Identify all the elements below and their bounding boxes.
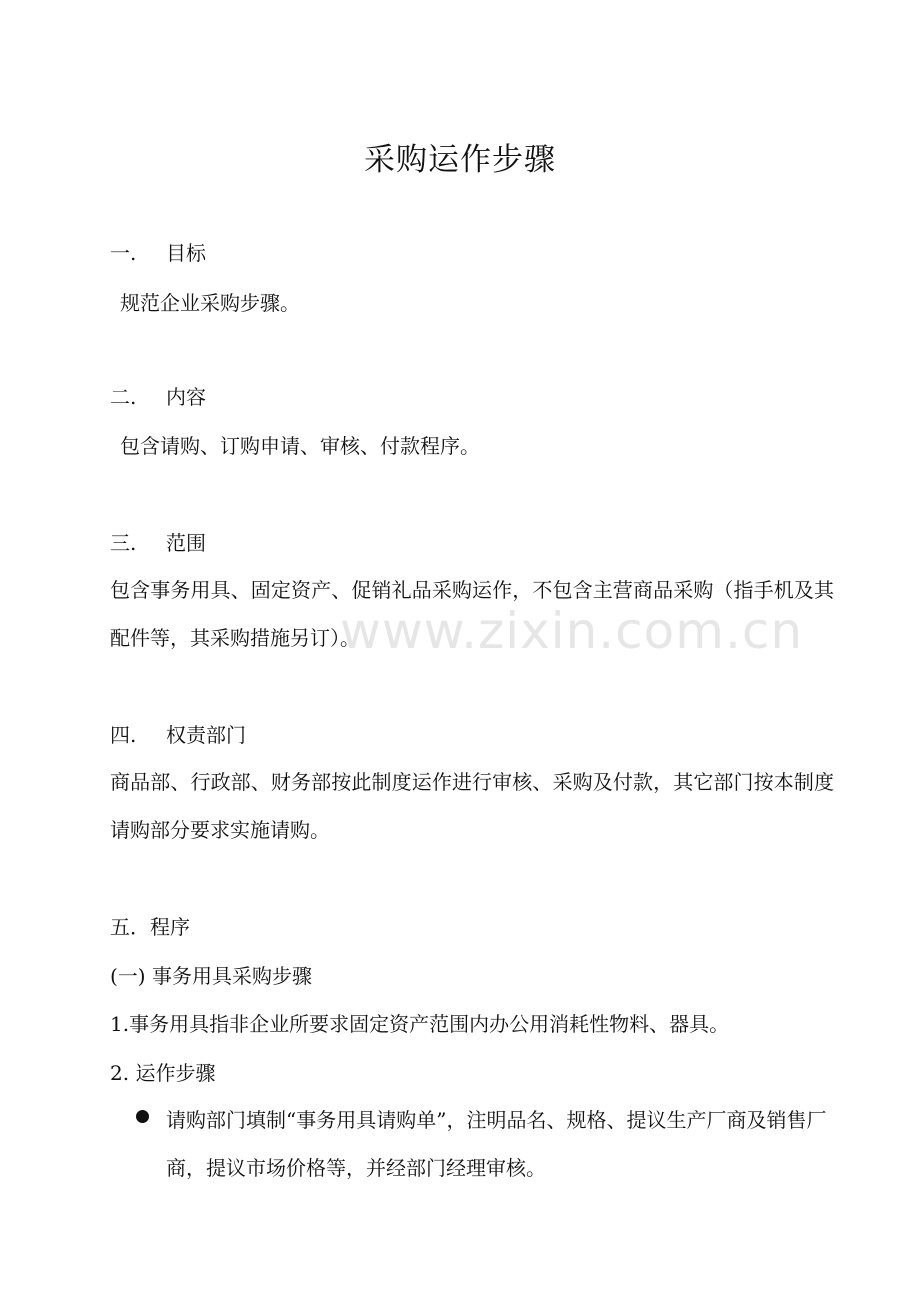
section-5-heading: 五．程序 xyxy=(110,915,190,939)
program-bullet-1 xyxy=(166,1096,834,1192)
section-3-heading xyxy=(110,531,834,555)
watermark: www.zixin.com.cn xyxy=(340,602,804,660)
section-4-number: 四. xyxy=(110,723,137,747)
program-bullet-1-text: 请购部门填制“事务用具请购单”，注明品名、规格、提议生产厂商及销售厂商，提议市场价格等，并经部门经理审核。 xyxy=(166,1108,827,1180)
section-4-title: 权责部门 xyxy=(166,723,246,747)
program-item-1: 1.事务用具指非企业所要求固定资产范围内办公用消耗性物料、器具。 xyxy=(110,1012,730,1036)
section-2-title: 内容 xyxy=(166,385,206,409)
section-2-number: 二. xyxy=(110,385,137,409)
section-3-title: 范围 xyxy=(166,531,206,555)
section-4-heading xyxy=(110,723,834,747)
section-1-title: 目标 xyxy=(166,241,206,265)
section-1-number: 一. xyxy=(110,241,137,265)
bullet-dot-icon xyxy=(136,1110,149,1123)
section-3-body: 包含事务用具、固定资产、促销礼品采购运作，不包含主营商品采购（指手机及其配件等，其采购措施另订）。 xyxy=(110,578,834,650)
section-3-number: 三. xyxy=(110,531,137,555)
section-1-body: 规范企业采购步骤。 xyxy=(120,291,300,315)
section-2-body: 包含请购、订购申请、审核、付款程序。 xyxy=(120,434,480,458)
program-item-2: 2. 运作步骤 xyxy=(110,1061,216,1085)
section-1-heading xyxy=(110,241,834,265)
section-2-heading xyxy=(110,385,834,409)
program-sub-heading-1: (一) 事务用具采购步骤 xyxy=(110,964,312,988)
section-4-body: 商品部、行政部、财务部按此制度运作进行审核、采购及付款，其它部门按本制度请购部分要求实施请购。 xyxy=(110,770,834,842)
document-title: 采购运作步骤 xyxy=(364,142,556,178)
